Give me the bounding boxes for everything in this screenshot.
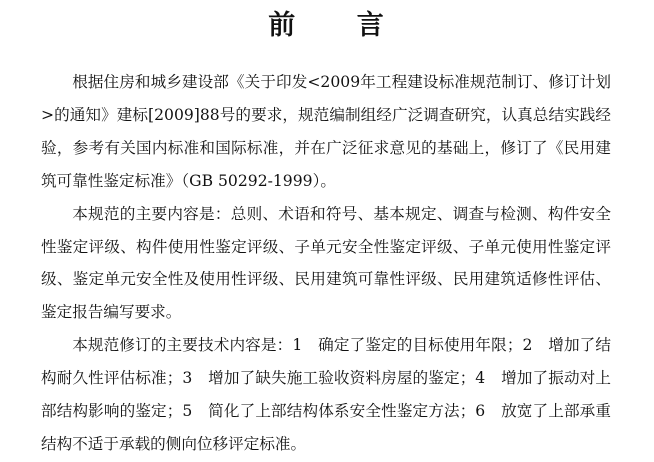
paragraph-compilation-basis: 根据住房和城乡建设部《关于印发<2009年工程建设标准规范制订、修订计划>的通知》建标[2009]88号的要求，规范编制组经广泛调查研究，认真总结实践经验，参考有关国内标准和国际标准，并在广泛征求意见的基础上，修订了《民用建筑可靠性鉴定标准》（GB 50292-1999）。 [41, 73, 611, 190]
paragraph-main-contents: 本规范的主要内容是：总则、术语和符号、基本规定、调查与检测、构件安全性鉴定评级、构件使用性鉴定评级、子单元安全性鉴定评级、子单元使用性鉴定评级、鉴定单元安全性及使用性评级、民用建筑可靠性评级、民用建筑适修性评估、鉴定报告编写要求。 [41, 204, 611, 322]
paragraph-revision-contents: 本规范修订的主要技术内容是：1 确定了鉴定的目标使用年限；2 增加了结构耐久性评估标准；3 增加了缺失施工验收资料房屋的鉴定；4 增加了振动对上部结构影响的鉴定；5 简化了上部结构体系安全性鉴定方法；6 放宽了上部承重结构不适于承载的侧向位移评定标准。 [41, 336, 611, 453]
page-title: 前 言 [268, 10, 410, 41]
preface-body [41, 66, 611, 461]
